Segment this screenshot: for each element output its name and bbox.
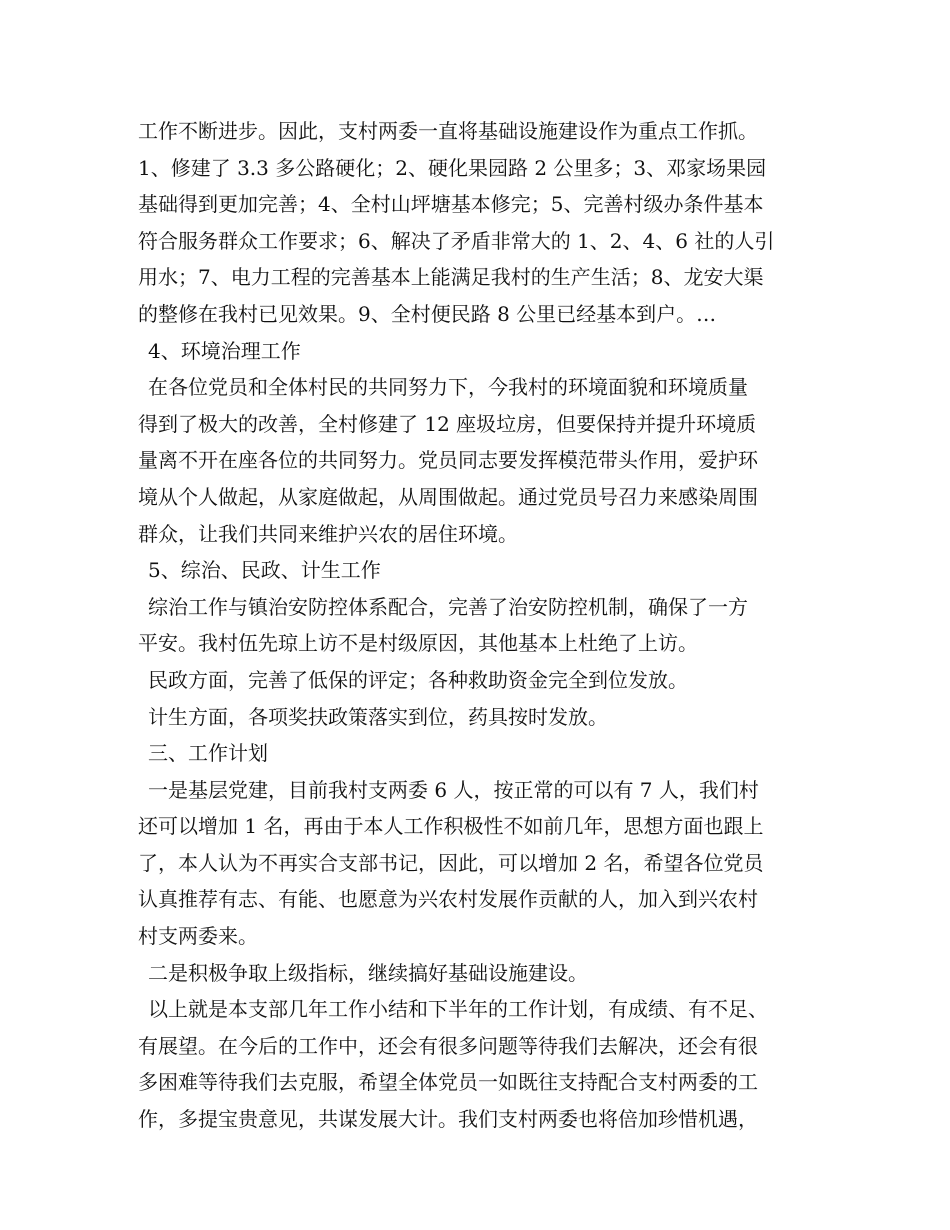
text-line: 得到了极大的改善，全村修建了 12 座圾垃房，但要保持并提升环境质 (138, 411, 757, 436)
text-line: 还可以增加 1 名，再由于本人工作积极性不如前几年，思想方面也跟上 (138, 814, 764, 839)
text-line: 认真推荐有志、有能、也愿意为兴农村发展作贡献的人，加入到兴农村 (138, 887, 758, 912)
text-line: 平安。我村伍先琼上访不是村级原因，其他基本上杜绝了上访。 (138, 631, 698, 656)
paragraph-start: 综治工作与镇治安防控体系配合，完善了治安防控机制，确保了一方 (148, 594, 748, 619)
text-line: 符合服务群众工作要求；6、解决了矛盾非常大的 1、2、4、6 社的人引 (138, 228, 775, 253)
paragraph-start: 一是基层党建，目前我村支两委 6 人，按正常的可以有 7 人，我们村 (148, 777, 759, 802)
paragraph-start: 民政方面，完善了低保的评定；各种救助资金完全到位发放。 (148, 667, 688, 692)
text-line: 1、修建了 3.3 多公路硬化；2、硬化果园路 2 公里多；3、邓家场果园 (138, 155, 767, 180)
text-line: 用水；7、电力工程的完善基本上能满足我村的生产生活；8、龙安大渠 (138, 265, 764, 290)
section-heading: 4、环境治理工作 (148, 338, 301, 363)
text-line: 了，本人认为不再实合支部书记，因此，可以增加 2 名，希望各位党员 (138, 850, 764, 875)
paragraph-start: 计生方面，各项奖扶政策落实到位，药具按时发放。 (148, 704, 608, 729)
text-line: 境从个人做起，从家庭做起，从周围做起。通过党员号召力来感染周围 (138, 484, 758, 509)
paragraph-start: 以上就是本支部几年工作小结和下半年的工作计划，有成绩、有不足、 (148, 997, 768, 1022)
paragraph-start: 二是积极争取上级指标，继续搞好基础设施建设。 (148, 960, 588, 985)
section-heading: 5、综治、民政、计生工作 (148, 558, 381, 583)
text-line: 作，多提宝贵意见，共谋发展大计。我们支村两委也将倍加珍惜机遇， (138, 1107, 758, 1132)
text-line: 的整修在我村已见效果。9、全村便民路 8 公里已经基本到户。… (138, 301, 717, 326)
text-line: 工作不断进步。因此，支村两委一直将基础设施建设作为重点工作抓。 (138, 119, 758, 143)
paragraph-start: 在各位党员和全体村民的共同努力下，今我村的环境面貌和环境质量 (148, 375, 748, 400)
text-line: 有展望。在今后的工作中，还会有很多问题等待我们去解决，还会有很 (138, 1033, 758, 1058)
text-line: 群众，让我们共同来维护兴农的居住环境。 (138, 521, 518, 546)
text-line: 量离不开在座各位的共同努力。党员同志要发挥模范带头作用，爱护环 (138, 448, 758, 473)
section-heading: 三、工作计划 (148, 741, 268, 766)
text-line: 基础得到更加完善；4、全村山坪塘基本修完；5、完善村级办条件基本 (138, 192, 764, 217)
text-line: 村支两委来。 (138, 924, 258, 949)
document-body (138, 113, 818, 1138)
text-line: 多困难等待我们去克服，希望全体党员一如既往支持配合支村两委的工 (138, 1070, 758, 1095)
